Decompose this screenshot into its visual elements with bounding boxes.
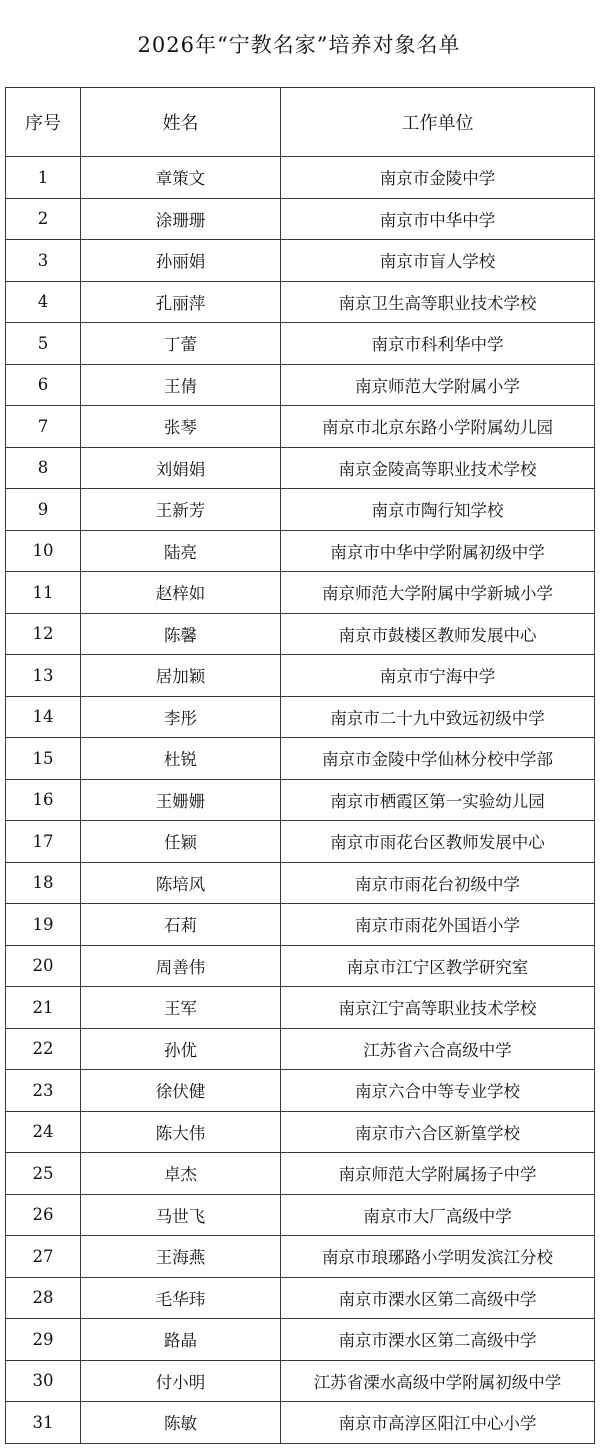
cell-unit: 南京市溧水区第二高级中学 xyxy=(281,1277,595,1319)
cell-no: 24 xyxy=(6,1111,81,1153)
cell-name: 卓杰 xyxy=(81,1153,281,1195)
cell-unit: 南京市科利华中学 xyxy=(281,323,595,365)
cell-unit: 南京市陶行知学校 xyxy=(281,489,595,531)
cell-unit: 南京市高淳区阳江中心小学 xyxy=(281,1402,595,1444)
cell-name: 王姗姗 xyxy=(81,779,281,821)
cell-no: 2 xyxy=(6,198,81,240)
cell-no: 15 xyxy=(6,738,81,780)
cell-no: 9 xyxy=(6,489,81,531)
cell-no: 20 xyxy=(6,945,81,987)
cell-no: 11 xyxy=(6,572,81,614)
cell-name: 刘娟娟 xyxy=(81,447,281,489)
cell-no: 27 xyxy=(6,1236,81,1278)
table-row xyxy=(6,1070,595,1112)
table-row xyxy=(6,364,595,406)
table-header-row xyxy=(6,88,595,157)
cell-unit: 南京师范大学附属小学 xyxy=(281,364,595,406)
table-row xyxy=(6,489,595,531)
cell-unit: 南京市栖霞区第一实验幼儿园 xyxy=(281,779,595,821)
table-body xyxy=(6,157,595,1444)
cell-no: 29 xyxy=(6,1319,81,1361)
cell-no: 17 xyxy=(6,821,81,863)
table-row xyxy=(6,696,595,738)
cell-name: 周善伟 xyxy=(81,945,281,987)
cell-unit: 南京市雨花台初级中学 xyxy=(281,862,595,904)
header-name: 姓名 xyxy=(81,88,281,157)
cell-unit: 南京江宁高等职业技术学校 xyxy=(281,987,595,1029)
cell-unit: 南京市溧水区第二高级中学 xyxy=(281,1319,595,1361)
cell-name: 孙丽娟 xyxy=(81,240,281,282)
cell-no: 7 xyxy=(6,406,81,448)
cell-name: 王新芳 xyxy=(81,489,281,531)
cell-no: 13 xyxy=(6,655,81,697)
cell-no: 12 xyxy=(6,613,81,655)
cell-no: 18 xyxy=(6,862,81,904)
table-row xyxy=(6,157,595,199)
cell-no: 1 xyxy=(6,157,81,199)
cell-name: 居加颖 xyxy=(81,655,281,697)
cell-unit: 南京市金陵中学 xyxy=(281,157,595,199)
cell-no: 4 xyxy=(6,281,81,323)
cell-name: 陈培风 xyxy=(81,862,281,904)
table-row xyxy=(6,904,595,946)
cell-unit: 南京市鼓楼区教师发展中心 xyxy=(281,613,595,655)
cell-name: 王军 xyxy=(81,987,281,1029)
table-row xyxy=(6,987,595,1029)
cell-unit: 南京师范大学附属中学新城小学 xyxy=(281,572,595,614)
header-no: 序号 xyxy=(6,88,81,157)
table-row xyxy=(6,738,595,780)
table-row xyxy=(6,1360,595,1402)
table-row xyxy=(6,613,595,655)
cell-no: 26 xyxy=(6,1194,81,1236)
cell-unit: 南京市雨花外国语小学 xyxy=(281,904,595,946)
table-row xyxy=(6,406,595,448)
cell-name: 任颖 xyxy=(81,821,281,863)
cell-unit: 南京六合中等专业学校 xyxy=(281,1070,595,1112)
table-row xyxy=(6,1194,595,1236)
cell-name: 付小明 xyxy=(81,1360,281,1402)
table-row xyxy=(6,1111,595,1153)
cell-unit: 南京卫生高等职业技术学校 xyxy=(281,281,595,323)
table-row xyxy=(6,779,595,821)
cell-name: 陆亮 xyxy=(81,530,281,572)
table-row xyxy=(6,530,595,572)
cell-no: 16 xyxy=(6,779,81,821)
cell-name: 陈大伟 xyxy=(81,1111,281,1153)
cell-unit: 南京市琅琊路小学明发滨江分校 xyxy=(281,1236,595,1278)
table-row xyxy=(6,198,595,240)
table-row xyxy=(6,1402,595,1444)
cell-no: 21 xyxy=(6,987,81,1029)
table-row xyxy=(6,1319,595,1361)
cell-unit: 南京市北京东路小学附属幼儿园 xyxy=(281,406,595,448)
cell-unit: 南京市雨花台区教师发展中心 xyxy=(281,821,595,863)
table-row xyxy=(6,447,595,489)
cell-name: 王倩 xyxy=(81,364,281,406)
cell-no: 6 xyxy=(6,364,81,406)
cell-name: 徐伏健 xyxy=(81,1070,281,1112)
cell-no: 23 xyxy=(6,1070,81,1112)
cell-no: 19 xyxy=(6,904,81,946)
table-row xyxy=(6,240,595,282)
cell-name: 王海燕 xyxy=(81,1236,281,1278)
cell-unit: 江苏省六合高级中学 xyxy=(281,1028,595,1070)
table-row xyxy=(6,862,595,904)
cell-unit: 南京市中华中学 xyxy=(281,198,595,240)
cell-unit: 江苏省溧水高级中学附属初级中学 xyxy=(281,1360,595,1402)
table-row xyxy=(6,1028,595,1070)
cell-no: 30 xyxy=(6,1360,81,1402)
document-title: 2026年“宁教名家”培养对象名单 xyxy=(137,32,461,57)
cell-unit: 南京市六合区新篁学校 xyxy=(281,1111,595,1153)
cell-no: 8 xyxy=(6,447,81,489)
cell-no: 28 xyxy=(6,1277,81,1319)
cell-unit: 南京市大厂高级中学 xyxy=(281,1194,595,1236)
table-row xyxy=(6,323,595,365)
cell-no: 5 xyxy=(6,323,81,365)
cell-name: 路晶 xyxy=(81,1319,281,1361)
table-row xyxy=(6,821,595,863)
cell-name: 张琴 xyxy=(81,406,281,448)
cell-name: 丁蕾 xyxy=(81,323,281,365)
cell-name: 马世飞 xyxy=(81,1194,281,1236)
table-row xyxy=(6,1153,595,1195)
cell-unit: 南京市金陵中学仙林分校中学部 xyxy=(281,738,595,780)
cell-name: 孔丽萍 xyxy=(81,281,281,323)
table-row xyxy=(6,281,595,323)
cell-name: 涂珊珊 xyxy=(81,198,281,240)
table-row xyxy=(6,1236,595,1278)
cell-unit: 南京师范大学附属扬子中学 xyxy=(281,1153,595,1195)
cell-name: 陈馨 xyxy=(81,613,281,655)
table-row xyxy=(6,572,595,614)
cell-name: 章策文 xyxy=(81,157,281,199)
cell-no: 22 xyxy=(6,1028,81,1070)
roster-table xyxy=(5,87,595,1444)
cell-name: 石莉 xyxy=(81,904,281,946)
cell-unit: 南京金陵高等职业技术学校 xyxy=(281,447,595,489)
cell-unit: 南京市宁海中学 xyxy=(281,655,595,697)
cell-name: 赵梓如 xyxy=(81,572,281,614)
cell-name: 杜锐 xyxy=(81,738,281,780)
cell-unit: 南京市江宁区教学研究室 xyxy=(281,945,595,987)
cell-unit: 南京市盲人学校 xyxy=(281,240,595,282)
cell-name: 陈敏 xyxy=(81,1402,281,1444)
cell-name: 孙优 xyxy=(81,1028,281,1070)
header-unit: 工作单位 xyxy=(281,88,595,157)
cell-no: 14 xyxy=(6,696,81,738)
cell-no: 31 xyxy=(6,1402,81,1444)
table-row xyxy=(6,945,595,987)
cell-no: 3 xyxy=(6,240,81,282)
table-row xyxy=(6,655,595,697)
cell-name: 李彤 xyxy=(81,696,281,738)
cell-no: 25 xyxy=(6,1153,81,1195)
cell-unit: 南京市中华中学附属初级中学 xyxy=(281,530,595,572)
table-row xyxy=(6,1277,595,1319)
cell-no: 10 xyxy=(6,530,81,572)
cell-unit: 南京市二十九中致远初级中学 xyxy=(281,696,595,738)
cell-name: 毛华玮 xyxy=(81,1277,281,1319)
